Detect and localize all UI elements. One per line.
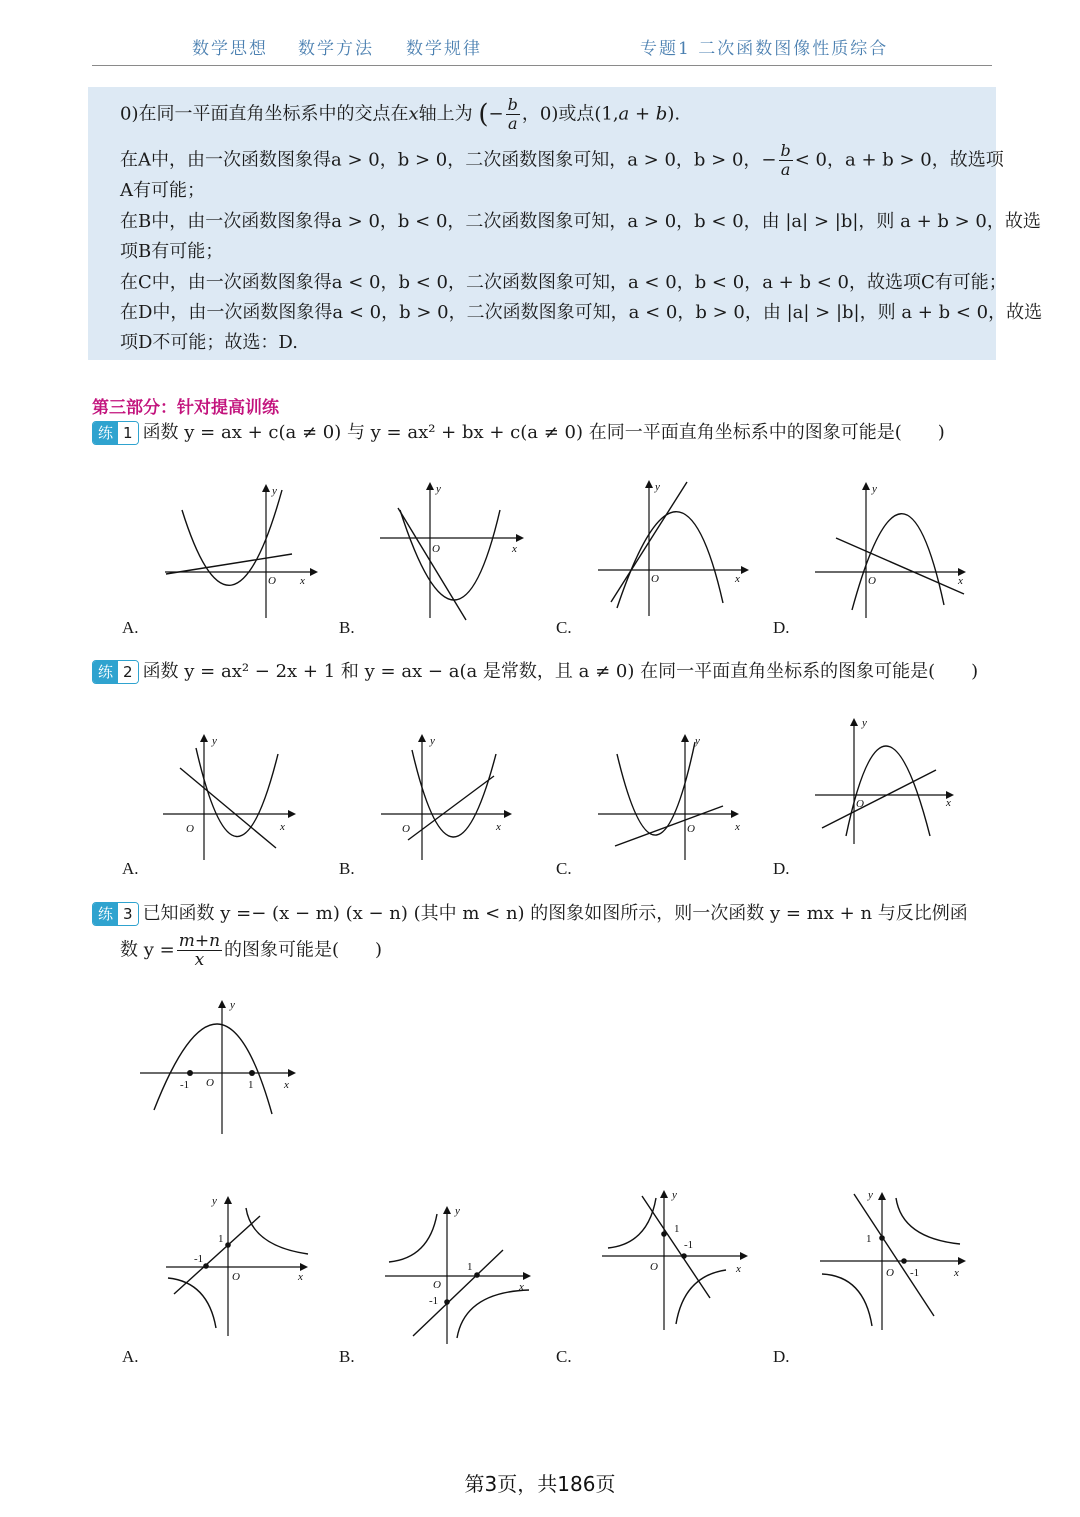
svg-text:O: O bbox=[886, 1267, 894, 1279]
q2-option-b[interactable]: B. bbox=[339, 859, 355, 878]
svg-text:O: O bbox=[402, 823, 410, 835]
solution-line-6: 在C中，由一次函数图象得a < 0，b < 0，二次函数图象可知，a < 0，b < 0，a + b < 0，故选项C有可能； bbox=[120, 272, 1007, 293]
svg-text:O: O bbox=[856, 798, 864, 810]
svg-text:y: y bbox=[695, 735, 700, 747]
svg-text:x: x bbox=[735, 573, 740, 585]
q2-graph-b bbox=[378, 732, 538, 867]
solution-line-5: 项B有可能； bbox=[120, 241, 224, 262]
q2-graph-d bbox=[812, 716, 972, 851]
svg-text:-1: -1 bbox=[910, 1267, 920, 1279]
svg-text:x: x bbox=[958, 575, 963, 587]
svg-text:O: O bbox=[687, 823, 695, 835]
question-3-line-2: 数 y = $\frac{m+n}{x}$ 的图象可能是( ) bbox=[120, 931, 383, 970]
svg-text:1: 1 bbox=[467, 1261, 473, 1273]
practice-tag: 练 3 bbox=[92, 902, 139, 926]
svg-text:1: 1 bbox=[674, 1223, 680, 1235]
svg-text:-1: -1 bbox=[684, 1239, 694, 1251]
q2-option-c[interactable]: C. bbox=[556, 859, 572, 878]
svg-text:O: O bbox=[268, 575, 276, 587]
solution-line-2: 在A中，由一次函数图象得a > 0，b > 0，二次函数图象可知，a > 0，b > 0，− $\frac{b}{a}$ < 0，a + b > 0，故选项 bbox=[120, 141, 1004, 179]
q3-graph-a bbox=[160, 1192, 320, 1342]
svg-text:x: x bbox=[284, 1079, 289, 1091]
q3-given-graph bbox=[136, 996, 306, 1141]
q3-graph-b bbox=[383, 1200, 543, 1350]
header-item-3: 数学规律 bbox=[406, 39, 482, 59]
q1-graph-b bbox=[378, 480, 538, 620]
svg-text:-1: -1 bbox=[180, 1079, 190, 1091]
header-title: 专题1 二次函数图像性质综合 bbox=[640, 39, 889, 59]
practice-tag: 练 2 bbox=[92, 660, 139, 684]
question-3: 练 3 已知函数 y =− (x − m) (x − n) (其中 m < n) 的图象如图所示，则一次函数 y = mx + n 与反比例函 bbox=[92, 901, 968, 927]
svg-text:y: y bbox=[455, 1205, 460, 1217]
q2-graph-a bbox=[160, 732, 320, 867]
svg-text:O: O bbox=[651, 573, 659, 585]
svg-text:x: x bbox=[735, 821, 740, 833]
header-rule bbox=[92, 65, 992, 66]
svg-text:O: O bbox=[186, 823, 194, 835]
svg-text:-1: -1 bbox=[429, 1295, 439, 1307]
svg-text:-1: -1 bbox=[194, 1253, 204, 1265]
solution-line-3: A有可能； bbox=[120, 180, 205, 201]
q1-option-d[interactable]: D. bbox=[773, 618, 790, 637]
q2-graph-c bbox=[595, 732, 755, 867]
svg-text:y: y bbox=[436, 483, 441, 495]
q3-option-b[interactable]: B. bbox=[339, 1347, 355, 1366]
q1-option-c[interactable]: C. bbox=[556, 618, 572, 637]
svg-text:1: 1 bbox=[866, 1233, 872, 1245]
q1-option-b[interactable]: B. bbox=[339, 618, 355, 637]
q1-graph-a bbox=[160, 480, 320, 620]
svg-text:O: O bbox=[650, 1261, 658, 1273]
page-footer: 第3页，共186页 bbox=[464, 1472, 616, 1496]
svg-text:x: x bbox=[519, 1281, 524, 1293]
header-item-2: 数学方法 bbox=[298, 39, 374, 59]
svg-text:y: y bbox=[430, 735, 435, 747]
q3-option-d[interactable]: D. bbox=[773, 1347, 790, 1366]
solution-line-7: 在D中，由一次函数图象得a < 0，b > 0，二次函数图象可知，a < 0，b > 0，由 |a| > |b|，则 a + b < 0，故选 bbox=[120, 302, 1043, 323]
solution-line-8: 项D不可能；故选：D. bbox=[120, 332, 298, 353]
svg-text:y: y bbox=[862, 717, 867, 729]
svg-text:y: y bbox=[272, 485, 277, 497]
q1-graph-c bbox=[595, 478, 755, 618]
solution-line-1: 0)在同一平面直角坐标系中的交点在x轴上为 (− $\frac{b}{a}$ ，0)或点(1,a + b). bbox=[120, 95, 681, 133]
solution-line-4: 在B中，由一次函数图象得a > 0，b < 0，二次函数图象可知，a > 0，b < 0，由 |a| > |b|，则 a + b > 0，故选 bbox=[120, 211, 1041, 232]
q3-option-c[interactable]: C. bbox=[556, 1347, 572, 1366]
svg-text:x: x bbox=[512, 543, 517, 555]
section-title: 第三部分：针对提高训练 bbox=[92, 398, 279, 418]
svg-text:x: x bbox=[298, 1271, 303, 1283]
svg-text:1: 1 bbox=[248, 1079, 254, 1091]
svg-text:x: x bbox=[736, 1263, 741, 1275]
svg-text:1: 1 bbox=[218, 1233, 224, 1245]
svg-text:y: y bbox=[230, 999, 235, 1011]
header-item-1: 数学思想 bbox=[192, 39, 268, 59]
svg-text:O: O bbox=[232, 1271, 240, 1283]
svg-text:y: y bbox=[212, 1195, 217, 1207]
svg-text:y: y bbox=[868, 1189, 873, 1201]
question-1: 练 1 函数 y = ax + c(a ≠ 0) 与 y = ax² + bx + c(a ≠ 0) 在同一平面直角坐标系中的图象可能是( ) bbox=[92, 420, 945, 446]
svg-text:x: x bbox=[946, 797, 951, 809]
svg-text:y: y bbox=[655, 481, 660, 493]
svg-text:y: y bbox=[872, 483, 877, 495]
q3-graph-d bbox=[818, 1186, 978, 1336]
question-2: 练 2 函数 y = ax² − 2x + 1 和 y = ax − a(a 是常数，且 a ≠ 0) 在同一平面直角坐标系的图象可能是( ) bbox=[92, 659, 978, 685]
svg-text:y: y bbox=[212, 735, 217, 747]
svg-text:x: x bbox=[280, 821, 285, 833]
svg-text:O: O bbox=[206, 1077, 214, 1089]
svg-text:x: x bbox=[496, 821, 501, 833]
svg-text:O: O bbox=[432, 543, 440, 555]
q1-graph-d bbox=[812, 480, 972, 620]
svg-text:x: x bbox=[300, 575, 305, 587]
q2-option-a[interactable]: A. bbox=[122, 859, 139, 878]
svg-text:x: x bbox=[954, 1267, 959, 1279]
q3-option-a[interactable]: A. bbox=[122, 1347, 139, 1366]
q1-option-a[interactable]: A. bbox=[122, 618, 139, 637]
svg-text:y: y bbox=[672, 1189, 677, 1201]
q3-graph-c bbox=[600, 1186, 760, 1336]
practice-tag: 练 1 bbox=[92, 421, 139, 445]
q2-option-d[interactable]: D. bbox=[773, 859, 790, 878]
svg-text:O: O bbox=[433, 1279, 441, 1291]
svg-text:O: O bbox=[868, 575, 876, 587]
